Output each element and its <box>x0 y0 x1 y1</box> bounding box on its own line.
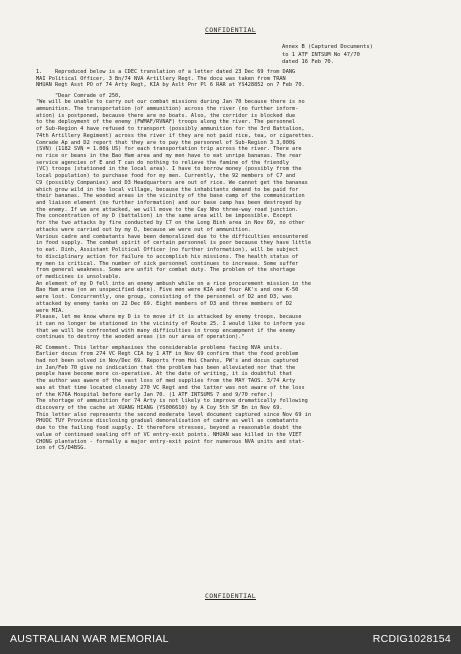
text-line: Earlier docus from 274 VC Regt CIA by 1 ATF in Nov 69 confirm that the food problem <box>36 351 299 358</box>
text-line: Bao Ham area (on an unspecified date). Five men were KIA and four AK's and one K-50 <box>36 287 299 294</box>
text-line: in Jan/Feb 70 give no indication that the problem has been alleviated nor that the <box>36 364 296 371</box>
text-line: attacks were carried out by my D, because we were out of ammunition. <box>36 226 251 233</box>
document-body <box>36 69 436 452</box>
text-line: my men is critical. The number of sick personnel continues to increase. Some suffer <box>36 260 299 267</box>
record-id: RCDIG1028154 <box>372 633 451 645</box>
text-line: no rice or beans in the Bao Ham area and my men have to eat unripe bananas. The rear <box>36 153 302 160</box>
text-line: MAI Political Officer, 3 Bn/74 NVA Artillery Regt. The docu was taken from TRAN <box>36 75 286 82</box>
annex-line: dated 16 Feb 70. <box>282 59 334 66</box>
annex-reference <box>282 44 373 67</box>
text-line: and liaison element (no further information) and our base camp has been destroyed by <box>36 200 302 207</box>
text-line: An element of my D fell into an enemy ambush while on a rice procurement mission in the <box>36 280 311 287</box>
text-line: (VC) troops (stationed in the local area). I have to borrow money (possibly from the <box>36 166 302 173</box>
text-line: CHONG plantation - formally a major entry-exit point for numerous NVA units and stat- <box>36 438 305 445</box>
text-line: their bananas. The wooded areas in the vicinity of the base camp of the communication <box>36 193 305 200</box>
text-line: 1. Reproduced below is a CDEC translation of a letter dated 23 Dec 69 from DANG <box>36 69 296 75</box>
archive-name: AUSTRALIAN WAR MEMORIAL <box>10 633 169 645</box>
text-line: ion of C5/D4BSG. <box>36 445 87 452</box>
text-line: which grow wild in the local village, because the inhabitants demand to be paid for <box>36 186 299 193</box>
text-line: people have become more co-operative. At the date of writing, it is doubtful that <box>36 371 293 378</box>
text-line: due to the failing food supply. It therefore stresses, beyond a reasonable doubt the <box>36 425 302 432</box>
text-line: continues to destroy the wooded areas (in our area of operation)." <box>36 334 245 341</box>
text-line: The shortage of ammunition for 74 Arty is not likely to improve dramatically following <box>36 398 308 405</box>
text-line: The concentration of my D (battalion) in the same area will be impossible. Except <box>36 213 293 220</box>
text-line: the enemy. If we are attacked, we will move to the Cay Nho three-way road junction. <box>36 206 299 213</box>
text-line: This letter also represents the second moderate level document captured since Nov 69 in <box>36 411 311 418</box>
text-line: to the deployment of the enemy (FWMAF/RVNAF) troops along the river. The personnel <box>36 119 296 126</box>
classification-footer: CONFIDENTIAL <box>205 592 256 600</box>
text-line: it can no longer be stationed in the vicinity of Route 25. I would like to inform you <box>36 320 305 327</box>
text-line: NHUAN Regt Asst PO of 74 Arty Regt, KIA by Aslt Pnr Pl 6 RAR at YS428852 on 7 Feb 70. <box>36 82 305 89</box>
text-line: value of continued sealing off of VC entry-exit points. NHUAN was killed in the VIET <box>36 431 302 438</box>
text-line: C9 (possibly Companies) and D3 Headquarters are out of rice. We cannot get the bananas <box>36 179 308 186</box>
text-line: were MIA. <box>36 307 65 314</box>
text-line: were lost. Concurrently, one group, consisting of the personnel of D2 and D3, was <box>36 294 293 301</box>
text-line: Comrade Ap and D2 report that they are to pay the personnel of Sub-Region 3 3,000$ <box>36 139 296 146</box>
text-line: discovery of the cache at XUANG HIANG (YS006610) by A Coy 5th SF Bn in Nov 69. <box>36 405 283 411</box>
annex-line: to 1 ATF INTSUM No 47/70 <box>282 51 360 58</box>
text-line: that we will be confronted with many difficulties in troop encampment if the enemy <box>36 327 296 334</box>
text-line: of medicines is unsolvable. <box>36 273 122 280</box>
text-line: RC Comment. This letter emphasises the considerable problems facing NVA units. <box>36 344 283 351</box>
text-line: the author was aware of the vast loss of med supplies from the MAY TAOS. 3/74 Arty <box>36 378 296 385</box>
text-line: ation) is postponed, because there are no boats. Also, the corridor is blocked due <box>36 112 296 119</box>
text-line: "We will be unable to carry out our combat missions during Jan 70 because there is no <box>36 99 305 106</box>
classification-header: CONFIDENTIAL <box>205 26 256 34</box>
text-line: of the K76A Hospital before early Jan 70. (1 ATF INTSUMS 7 and 9/70 refer.) <box>36 391 274 398</box>
text-line: "Dear Comrade of 250, <box>36 92 122 99</box>
text-line: to disciplinary action for failure to accomplish his missions. The health status of <box>36 253 299 260</box>
text-line: was at that time located closeby 270 VC Regt and the latter was not aware of the loss <box>36 384 305 391</box>
text-line: Please, let me know where my D is to move if it is attacked by enemy troops, because <box>36 314 302 321</box>
text-line: Various cadre and combatants have been demoralized due to the difficulties encountered <box>36 233 308 240</box>
annex-line: Annex B (Captured Documents) <box>282 44 373 50</box>
text-line: attacked by enemy tanks on 22 Dec 69. Eight members of D3 and three members of D2 <box>36 300 293 307</box>
text-line: service agencies of E and T can do nothing to relieve the famine of the friendly <box>36 159 289 166</box>
text-line: ammunition. The transportation (of ammunition) across the river (no further inform- <box>36 105 299 112</box>
text-line: PHUOC TUY Province disclosing gradual demoralisation of cadre as well as combatants <box>36 418 299 425</box>
archive-footer-bar <box>0 626 461 654</box>
text-line: (SVN) (1182 SVN = 1.00$ US) for each transportation trip across the river. There are <box>36 146 302 153</box>
text-line: to eat. Dinh, Assistant Political Officer (no further information), will be subject <box>36 247 299 254</box>
text-line: from general weakness. Some are unfit for combat duty. The problem of the shortage <box>36 267 296 274</box>
text-line: for the two attacks by fire conducted by C7 on the Long Binh area in Nov 69, no other <box>36 220 305 227</box>
text-line: had not been solved in Nov/Dec 69. Reports from Hoi Chanhs, PW's and docus captured <box>36 357 299 364</box>
text-line: 74th Artillery Regiment) across the river if they are not paid rice, tea, or cigarettes. <box>36 132 315 139</box>
text-line: local population) to purchase food for my men. Currently, the 92 members of C7 and <box>36 173 296 180</box>
text-line: in food supply. The combat spirit of certain personnel is poor because they have little <box>36 240 311 247</box>
text-line: of Sub-Region 4 have refused to transport (possibly ammunition for the 3rd Battalion, <box>36 126 305 133</box>
